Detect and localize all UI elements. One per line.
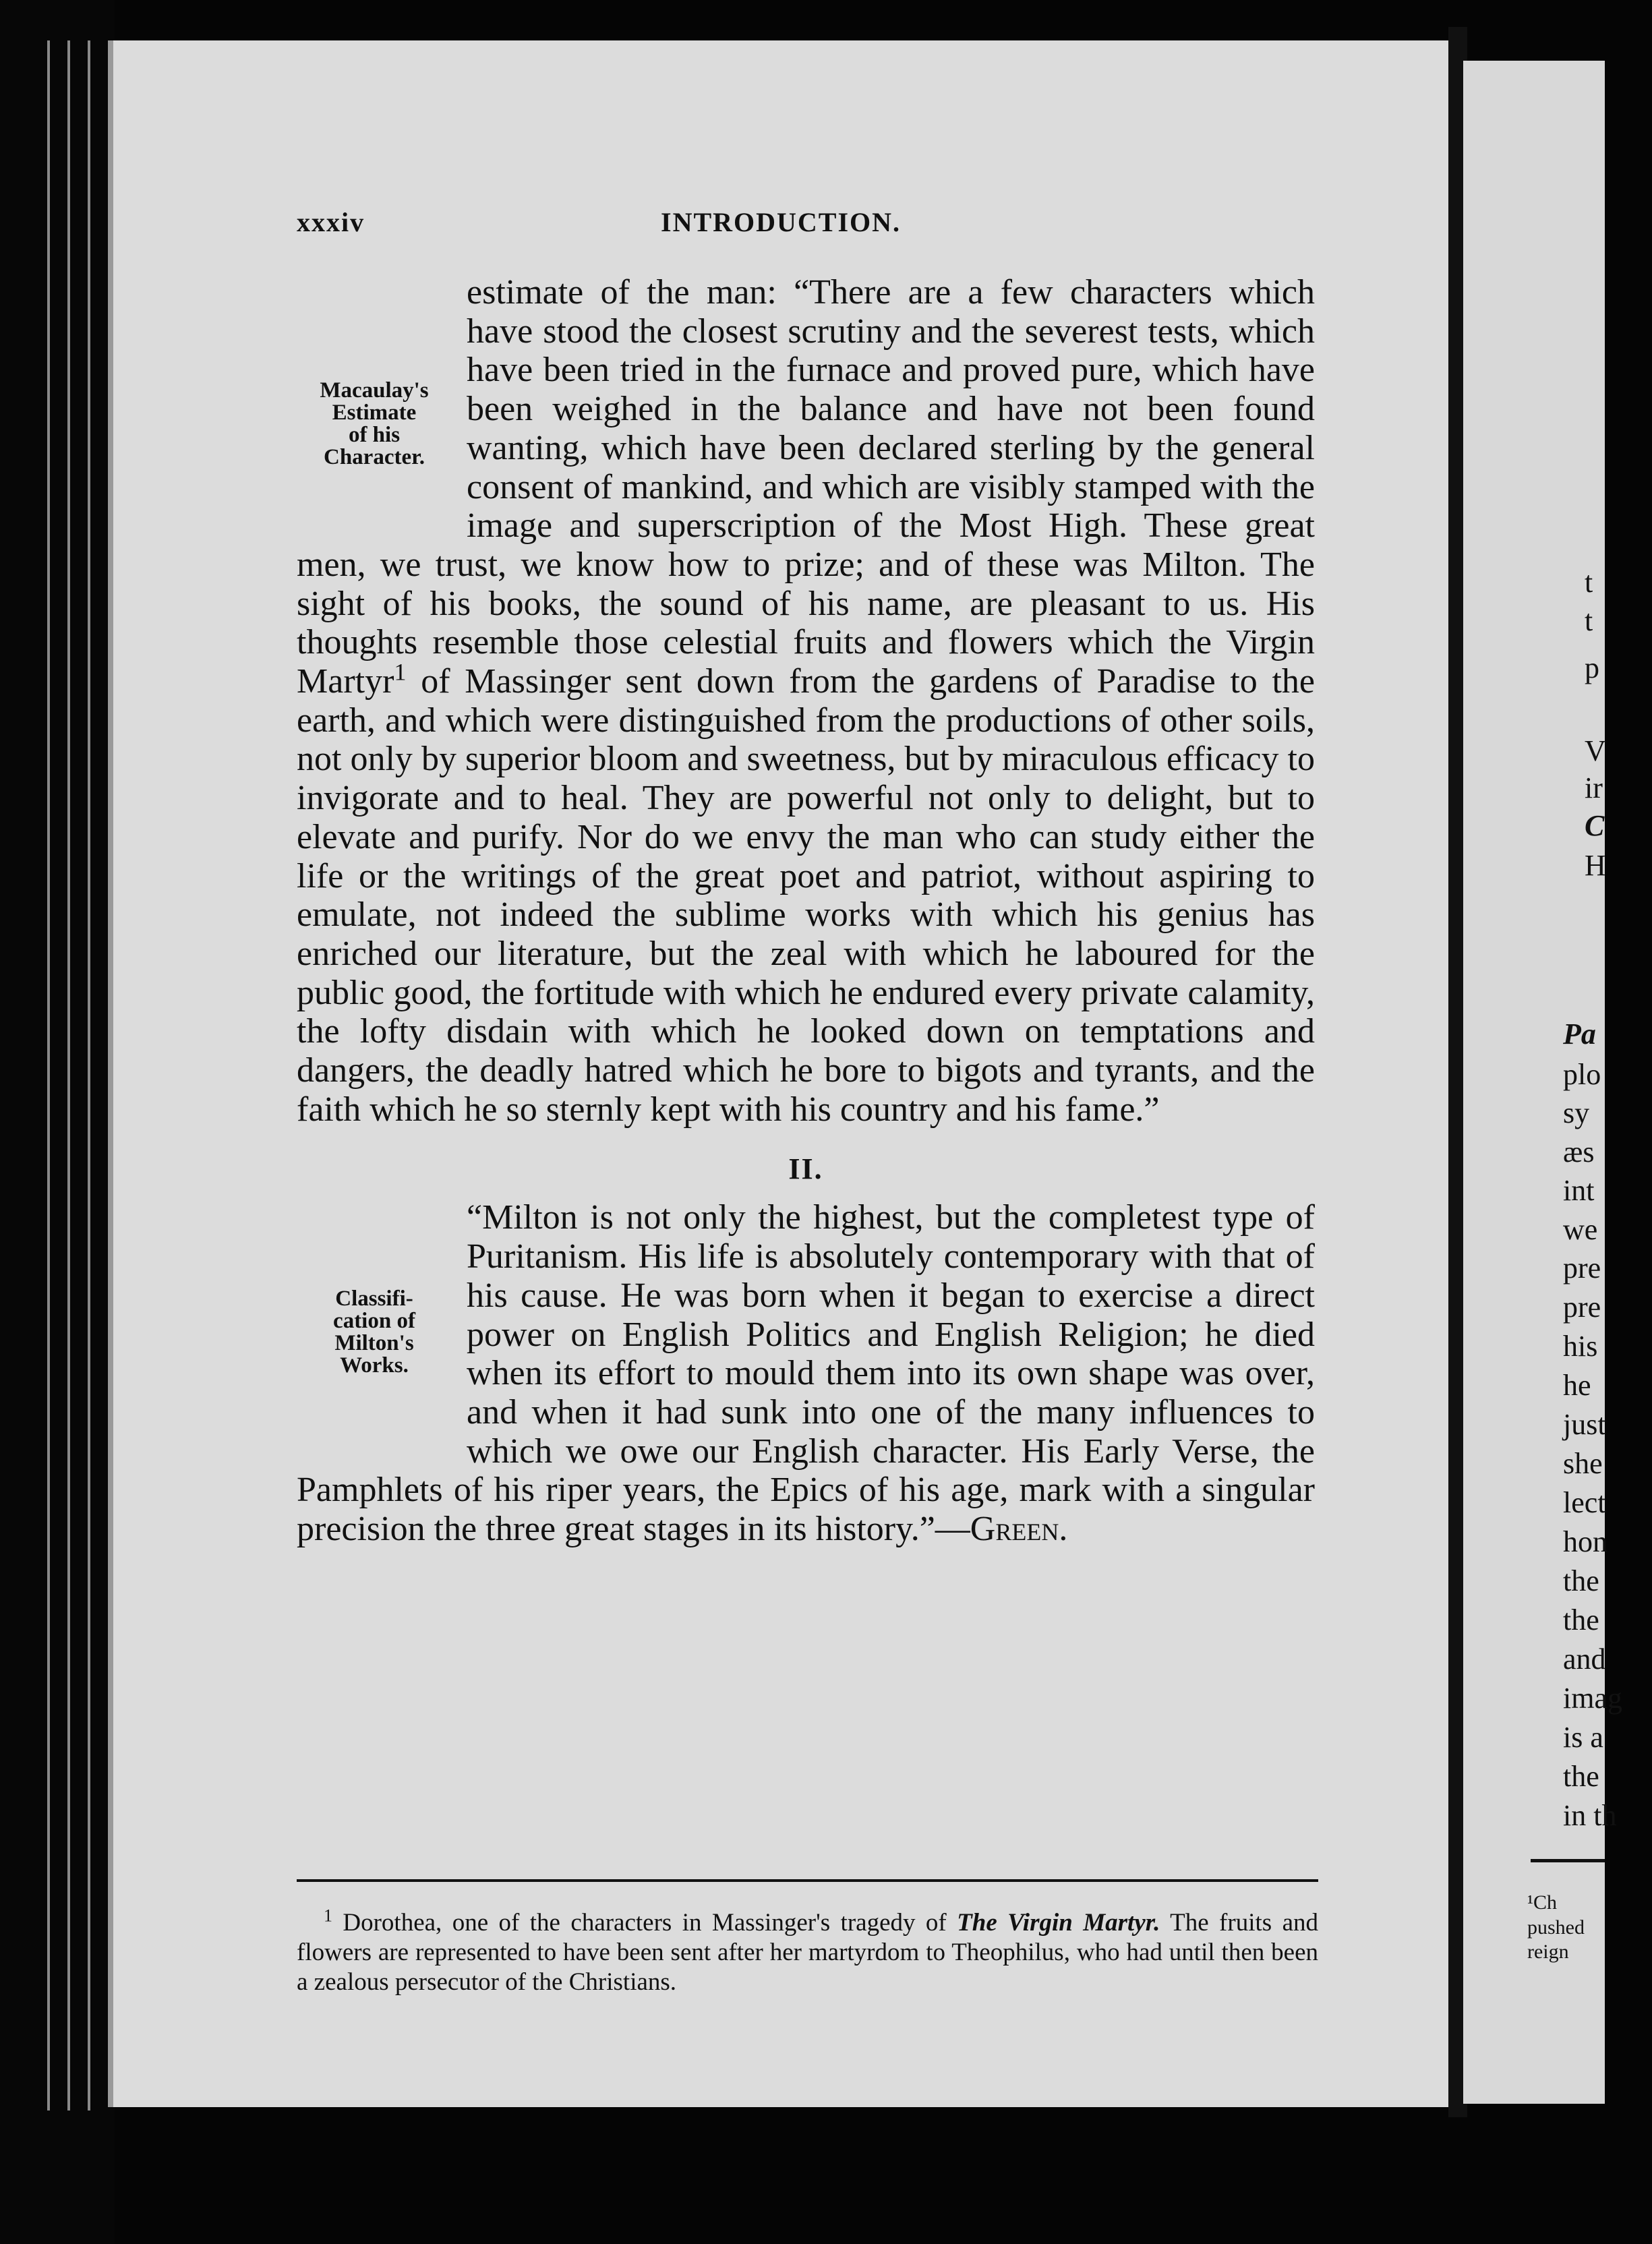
sidenote-line: Works.	[340, 1353, 409, 1378]
facing-page-fragment: hon	[1563, 1525, 1607, 1558]
footnote-rule	[297, 1879, 1318, 1882]
page-edge-line	[47, 40, 50, 2110]
facing-page-fragment: the	[1563, 1603, 1599, 1636]
facing-page-fragment: she	[1563, 1447, 1603, 1480]
sidenote-macaulay	[297, 312, 452, 535]
facing-page-fragment: lect	[1563, 1486, 1606, 1519]
facing-page-fragment: t	[1585, 566, 1593, 599]
facing-page-fragment: V	[1585, 734, 1606, 767]
facing-page-fragment: in th	[1563, 1799, 1617, 1832]
sidenote-line: Macaulay's	[320, 378, 429, 403]
footnote	[297, 1908, 1318, 1997]
facing-page-fragment: p	[1585, 651, 1599, 684]
facing-page-footnote-fragment: reign	[1527, 1941, 1569, 1963]
facing-page-fragment: his	[1563, 1330, 1598, 1363]
facing-page-fragment: Pa	[1563, 1017, 1596, 1051]
facing-page-footnote-fragment: ¹Ch	[1527, 1891, 1558, 1914]
sidenote-line: cation of	[333, 1309, 415, 1334]
page-number: xxxiv	[297, 207, 365, 237]
footnote-text: Dorothea, one of the characters in Massinger's tragedy of	[343, 1909, 957, 1937]
footnote-marker: 1	[324, 1906, 332, 1926]
facing-page-fragment: t	[1585, 604, 1593, 637]
page-edge-line	[88, 40, 90, 2110]
facing-page-fragment: æs	[1563, 1135, 1595, 1169]
paragraph-text: estimate of the man: “There are a few characters which have stood the closest scrutiny and the severest tests, which have been tried in the furnace and proved pure, which have been weighed in the balance and have not been found wanting, which have been declared sterling by the general consent of mankind, and which are visibly stamped with the image and superscription of the Most High. These great men, we trust, we know how to prize; and of these was Milton. The sight of his books, the sound of his name, are pleasant to us. His thoughts resemble those celestial fruits and flowers which the Virgin Martyr	[297, 273, 1315, 701]
facing-page-fragment: pre	[1563, 1291, 1601, 1324]
facing-page-fragment: imag	[1563, 1682, 1622, 1715]
sidenote-line: Classifi-	[335, 1287, 413, 1311]
sidenote-line: Character.	[324, 444, 425, 469]
facing-page-fragment: we	[1563, 1213, 1598, 1246]
footnote-title: The Virgin Martyr.	[957, 1909, 1160, 1937]
facing-page-fragment: ir	[1585, 771, 1603, 804]
facing-page-fragment: he	[1563, 1369, 1591, 1402]
sidenote-line: of his	[348, 422, 401, 447]
footnote-text: The fruits and flowers are represented to have been sent after her martyrdom to Theophilus, who had until then been a zealous persecutor of the Christians.	[297, 1909, 1318, 1996]
page-edge-line	[67, 40, 70, 2110]
attribution: Green.	[970, 1510, 1068, 1549]
running-title: INTRODUCTION.	[661, 207, 902, 237]
facing-page-fragment: C	[1585, 809, 1605, 842]
facing-page-footnote-fragment: pushed	[1527, 1916, 1585, 1939]
facing-page-fragment: plo	[1563, 1058, 1601, 1091]
facing-page-fragment: H	[1585, 849, 1606, 882]
facing-page-fragment: the	[1563, 1760, 1599, 1793]
sidenote-line: Milton's	[334, 1331, 414, 1356]
book-left-edge	[0, 0, 115, 2244]
main-text	[297, 273, 1315, 1549]
section-number: II.	[788, 1152, 823, 1186]
sidenote-line: Estimate	[332, 400, 417, 425]
paragraph-text: “Milton is not only the highest, but the completest type of Puritanism. His life is absolutely contemporary with that of his cause. He was born when it began to exercise a direct power on English Politics and English Religion; he died when its effort to mould them into its own shape was over, and when it had sunk into one of the many influences to which we owe our English character. His Early Verse, the Pamphlets of his riper years, the Epics of his age, mark with a singular precision the three great stages in its history.”—	[297, 1198, 1315, 1549]
facing-page-fragment: sy	[1563, 1096, 1590, 1129]
facing-page-fragment: int	[1563, 1174, 1595, 1207]
footnote-reference: 1	[394, 658, 407, 686]
facing-page-fragment: the	[1563, 1564, 1599, 1597]
facing-page-fragment: and	[1563, 1643, 1606, 1676]
facing-page-fragment: just	[1563, 1408, 1606, 1441]
paragraph-text: of Massinger sent down from the gardens of Paradise to the earth, and which were distinguished from the productions of other soils, not only by superior bloom and sweetness, but by miraculous efficacy to invigorate and to heal. They are powerful not only to delight, but to elevate and purify. Nor do we envy the man who can study either the life or the writings of the great poet and patriot, without aspiring to emulate, not indeed the sublime works with which his genius has enriched our literature, but the zeal with which he laboured for the public good, the fortitude with which he endured every private calamity, the lofty disdain with which he looked down on temptations and dangers, the deadly hatred which he bore to bigots and tyrants, and the faith which he so sternly kept with his country and his fame.”	[297, 662, 1315, 1129]
facing-page-fragment: is a	[1563, 1721, 1603, 1754]
facing-page-footnote-rule	[1531, 1859, 1605, 1862]
sidenote-classification	[297, 1237, 452, 1456]
facing-page-fragment: pre	[1563, 1251, 1601, 1285]
